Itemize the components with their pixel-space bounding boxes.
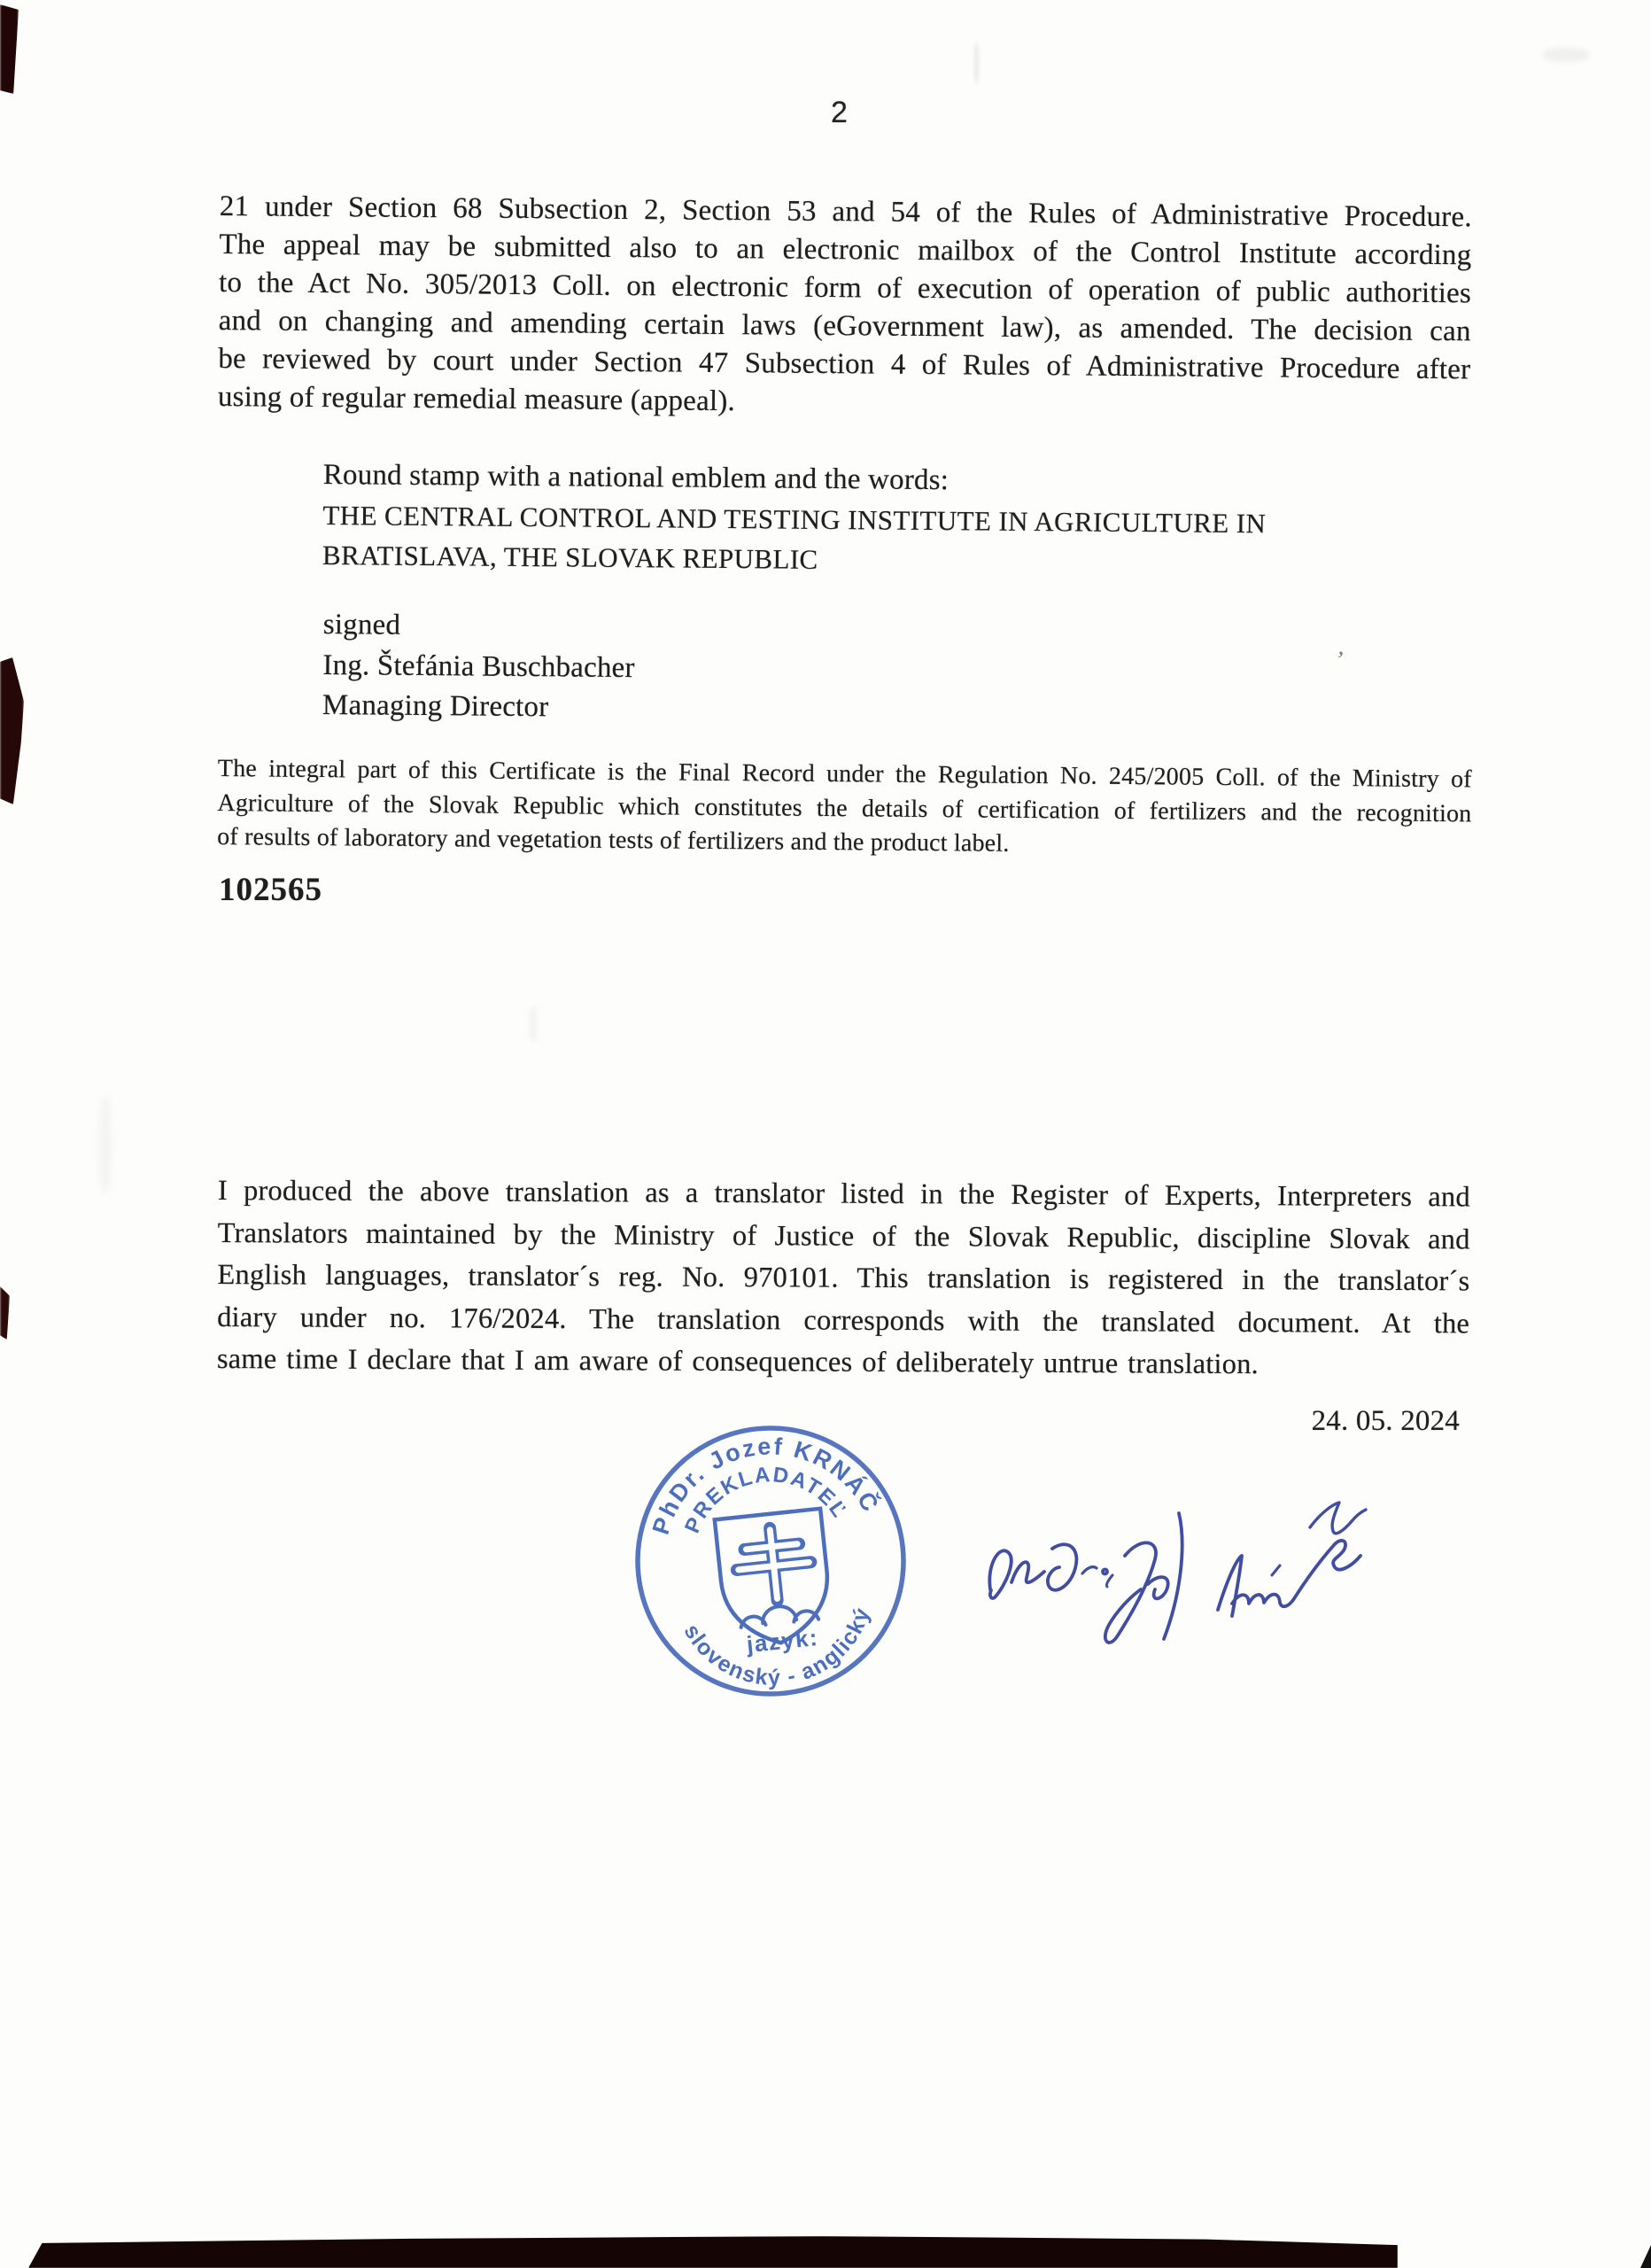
text-line: of results of laboratory and vegetation tests of fertilizers and the product label. [217,822,1010,858]
text-line: and on changing and amending certain laws (eGovernment law), as amended. The decision can [218,304,1471,348]
signature-ink-svg [973,1472,1389,1663]
scan-smudge-top [974,43,979,83]
text-line: diary under no. 176/2024. The translation corresponds with the translated document. At the [217,1301,1470,1340]
translation-date: 24. 05. 2024 [1311,1405,1460,1437]
text-line: I produced the above translation as a translator listed in the Register of Experts, Interpreters and [217,1174,1470,1214]
stamp-language-label: jazyk: [745,1623,820,1658]
round-stamp-svg [629,1419,912,1703]
text-line: English languages, translator´s reg. No. 970101. This translation is registered in the translator´s [217,1258,1470,1298]
scan-artifact-bottom-band [28,2236,1398,2268]
signed-label: signed [322,608,401,641]
certificate-note [217,752,1472,866]
text-line: to the Act No. 305/2013 Coll. on electronic form of execution of operation of public authorities [218,266,1472,310]
scan-smudge-left [99,1097,112,1194]
scan-artifact-left-small [0,1286,10,1340]
stray-ink-mark: ’ [1333,646,1346,675]
paragraph-appeal [218,188,1472,427]
stamp-role-curved: PREKLADATEĽ [680,1463,852,1537]
scan-smudge-middle [530,1006,537,1042]
text-line: same time I declare that I am aware of consequences of deliberately untrue translation. [216,1342,1260,1381]
text-line: using of regular remedial measure (appeal). [217,380,736,418]
text-line: Agriculture of the Slovak Republic which constitutes the details of certification of fertilizers and the recognition [217,788,1472,827]
text-line: The appeal may be submitted also to an electronic mailbox of the Control Institute according [219,228,1472,272]
scan-artifact-left-edge [0,657,24,804]
scan-artifact-top-left [0,4,19,94]
page-number: 2 [831,96,849,129]
translator-declaration [217,1170,1470,1387]
text-line: 21 under Section 68 Subsection 2, Section 53 and 54 of the Rules of Administrative Procedure. [219,190,1472,234]
signatory-name: Ing. Štefánia Buschbacher [322,649,635,684]
stamp-description [322,455,1267,583]
file-number: 102565 [219,872,322,908]
translator-round-stamp [629,1419,912,1703]
text-line: be reviewed by court under Section 47 Subsection 4 of Rules of Administrative Procedure after [218,342,1471,386]
institute-name-line1: THE CENTRAL CONTROL AND TESTING INSTITUTE IN AGRICULTURE IN [322,499,1267,540]
handwritten-signature [973,1472,1389,1663]
stamp-name-curved: PhDr. Jozef KRNÁČ [647,1433,885,1538]
text-line: Translators maintained by the Ministry of Justice of the Slovak Republic, discipline Slovak and [217,1216,1470,1255]
institute-name-line2: BRATISLAVA, THE SLOVAK REPUBLIC [322,539,818,575]
stamp-languages-curved: slovenský - anglický [678,1604,876,1690]
signatory-block [322,605,635,729]
scan-artifact-bottom-right-corner [1640,2245,1651,2268]
signatory-title: Managing Director [322,688,549,724]
text-line: The integral part of this Certificate is the Final Record under the Regulation No. 245/2005 Coll. of the Ministry of [217,754,1472,794]
stamp-description-intro: Round stamp with a national emblem and the words: [322,458,950,497]
scan-smudge-top-right [1543,48,1589,62]
